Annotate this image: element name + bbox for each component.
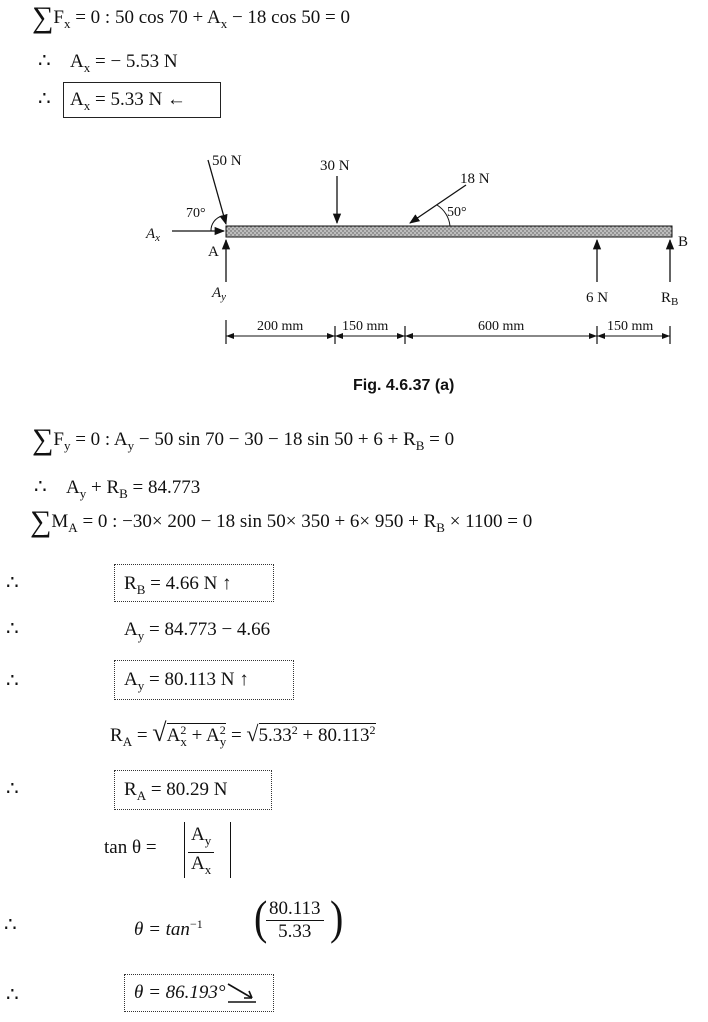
ay2-value: = 80.113 N ↑ xyxy=(144,669,249,690)
sub-b-2: B xyxy=(119,486,128,501)
ra1-eq: = xyxy=(132,725,153,746)
m-symbol: M xyxy=(51,511,69,532)
dim-200mm: 200 mm xyxy=(257,319,304,334)
rb-result xyxy=(124,572,232,602)
sqrt-symbol-2: √ xyxy=(246,721,259,746)
therefore-4: ∴ xyxy=(6,572,19,594)
fy-expr-part2: − 50 sin 70 − 30 − 18 sin 50 + 6 + R xyxy=(134,429,416,450)
radicand-2 xyxy=(259,723,376,746)
ay-a: A xyxy=(66,477,80,498)
ra2-value: = 80.29 N xyxy=(146,779,228,800)
ay-plus-rb xyxy=(66,476,200,506)
f-symbol-2: F xyxy=(53,429,64,450)
figure-caption: Fig. 4.6.37 (a) xyxy=(353,377,455,394)
tan-fraction xyxy=(188,824,214,881)
tan-frac xyxy=(188,824,214,881)
a-symbol: A xyxy=(70,51,84,72)
label-50deg: 50° xyxy=(447,205,467,220)
direction-arrow-icon xyxy=(224,980,260,1006)
therefore-7: ∴ xyxy=(6,778,19,800)
tan-den xyxy=(188,853,214,881)
ra-result xyxy=(124,778,228,808)
label-70deg: 70° xyxy=(186,206,206,221)
sub-x-6: x xyxy=(204,862,212,877)
sigma-symbol-3: ∑ xyxy=(30,505,52,538)
sub-x-5: x xyxy=(180,734,187,749)
ra1-r: R xyxy=(110,725,123,746)
sup-2-b: 2 xyxy=(219,723,226,737)
sub-b: B xyxy=(415,438,425,453)
ay1-a: A xyxy=(124,619,138,640)
therefore-8: ∴ xyxy=(4,914,17,936)
sub-a-2: A xyxy=(122,734,133,749)
dim-150mm-2: 150 mm xyxy=(607,319,654,334)
sub-a: A xyxy=(68,520,78,535)
tan-theta-equation xyxy=(104,836,157,860)
theta-value: θ = 86.193° xyxy=(134,982,226,1003)
sup-2-d: 2 xyxy=(369,723,376,737)
fx-expr-part1: = 0 : 50 cos 70 + A xyxy=(70,7,221,28)
label-a: A xyxy=(208,244,219,260)
tan-lhs: tan θ = xyxy=(104,837,157,858)
dim-150mm-1: 150 mm xyxy=(342,319,389,334)
theta-inverse-equation xyxy=(134,912,203,942)
moment-equation xyxy=(30,505,533,540)
sup-2-a: 2 xyxy=(180,723,187,737)
label-rb: $R_B$ xyxy=(661,290,679,308)
ax-value-positive: = 5.33 N ← xyxy=(90,89,186,110)
force-50n-arrow xyxy=(208,160,226,224)
equilibrium-fy-equation xyxy=(32,423,455,458)
ay-computation xyxy=(124,618,270,648)
dim-600mm: 600 mm xyxy=(478,319,525,334)
sub-y-7: y xyxy=(204,833,212,848)
therefore-6: ∴ xyxy=(6,670,19,692)
radicand-1 xyxy=(166,723,227,749)
label-b: B xyxy=(678,234,689,250)
sub-y-3: y xyxy=(79,486,87,501)
tan-num xyxy=(188,824,214,853)
sigma-symbol: ∑ xyxy=(32,1,54,34)
therefore-5: ∴ xyxy=(6,618,19,640)
abs-bar-left xyxy=(184,822,185,878)
theta-lhs: θ = tan xyxy=(134,919,190,940)
sup-inverse: −1 xyxy=(189,917,203,931)
sub-b-3: B xyxy=(436,520,445,535)
rad2b: + 80.113 xyxy=(297,725,370,746)
sub-x: x xyxy=(63,16,71,31)
ay-result xyxy=(124,668,249,698)
theta-den: 5.33 xyxy=(278,921,312,942)
sqrt-symbol-1: √ xyxy=(152,718,167,747)
therefore-3: ∴ xyxy=(34,476,47,498)
label-ax: $A_x$ xyxy=(146,226,161,244)
sub-y-5: y xyxy=(137,678,145,693)
plus-r: + R xyxy=(86,477,120,498)
label-18n: 18 N xyxy=(460,171,490,187)
fy-expr-part1: = 0 : A xyxy=(70,429,128,450)
theta-fraction xyxy=(266,898,324,943)
theta-frac xyxy=(266,898,324,943)
theta-result xyxy=(134,981,226,1005)
sub-y: y xyxy=(63,438,71,453)
sub-x-2: x xyxy=(220,16,228,31)
sum-value: = 84.773 xyxy=(127,477,201,498)
ra1-eq2: = xyxy=(226,725,247,746)
sub-a-3: A xyxy=(136,788,147,803)
angle-70-arc xyxy=(211,216,222,231)
label-30n: 30 N xyxy=(320,158,350,174)
paren-right: ) xyxy=(330,890,344,945)
ma-expr-part1: = 0 : −30× 200 − 18 sin 50× 350 + 6× 950 + R xyxy=(77,511,437,532)
rad2: 5.33 xyxy=(258,725,292,746)
sub-y-6: y xyxy=(219,734,227,749)
ma-expr-part2: × 1100 = 0 xyxy=(444,511,533,532)
sub-y-2: y xyxy=(127,438,135,453)
abs-bar-right xyxy=(230,822,231,878)
therefore-9: ∴ xyxy=(6,984,19,1006)
a-symbol-2: A xyxy=(70,89,84,110)
sup-2-c: 2 xyxy=(291,723,298,737)
therefore-1: ∴ xyxy=(38,50,51,72)
fy-expr-part3: = 0 xyxy=(424,429,455,450)
ra2-r: R xyxy=(124,779,137,800)
label-6n: 6 N xyxy=(586,290,609,306)
beam-free-body-diagram xyxy=(0,0,708,400)
ax-value-negative: = − 5.53 N xyxy=(90,51,178,72)
label-50n: 50 N xyxy=(212,153,242,169)
rb-value: = 4.66 N ↑ xyxy=(145,573,232,594)
therefore-2: ∴ xyxy=(38,88,51,110)
sigma-symbol-2: ∑ xyxy=(32,423,54,456)
f-symbol: F xyxy=(53,7,64,28)
label-ay: $A_y$ xyxy=(212,285,227,303)
tan-den-a: A xyxy=(191,853,205,874)
paren-left: ( xyxy=(254,890,268,945)
beam xyxy=(226,226,672,237)
rb-r: R xyxy=(124,573,137,594)
ay1-value: = 84.773 − 4.66 xyxy=(144,619,271,640)
sub-x-4: x xyxy=(83,98,91,113)
rad1b: + A xyxy=(186,725,220,746)
sub-b-4: B xyxy=(136,582,146,597)
sub-y-4: y xyxy=(137,628,145,643)
sub-x-3: x xyxy=(83,60,91,75)
ay2-a: A xyxy=(124,669,138,690)
tan-num-a: A xyxy=(191,824,205,845)
theta-num: 80.113 xyxy=(266,898,324,921)
ra-equation xyxy=(110,718,376,754)
rad1-a: A xyxy=(166,725,181,746)
fx-expr-part2: − 18 cos 50 = 0 xyxy=(227,7,350,28)
